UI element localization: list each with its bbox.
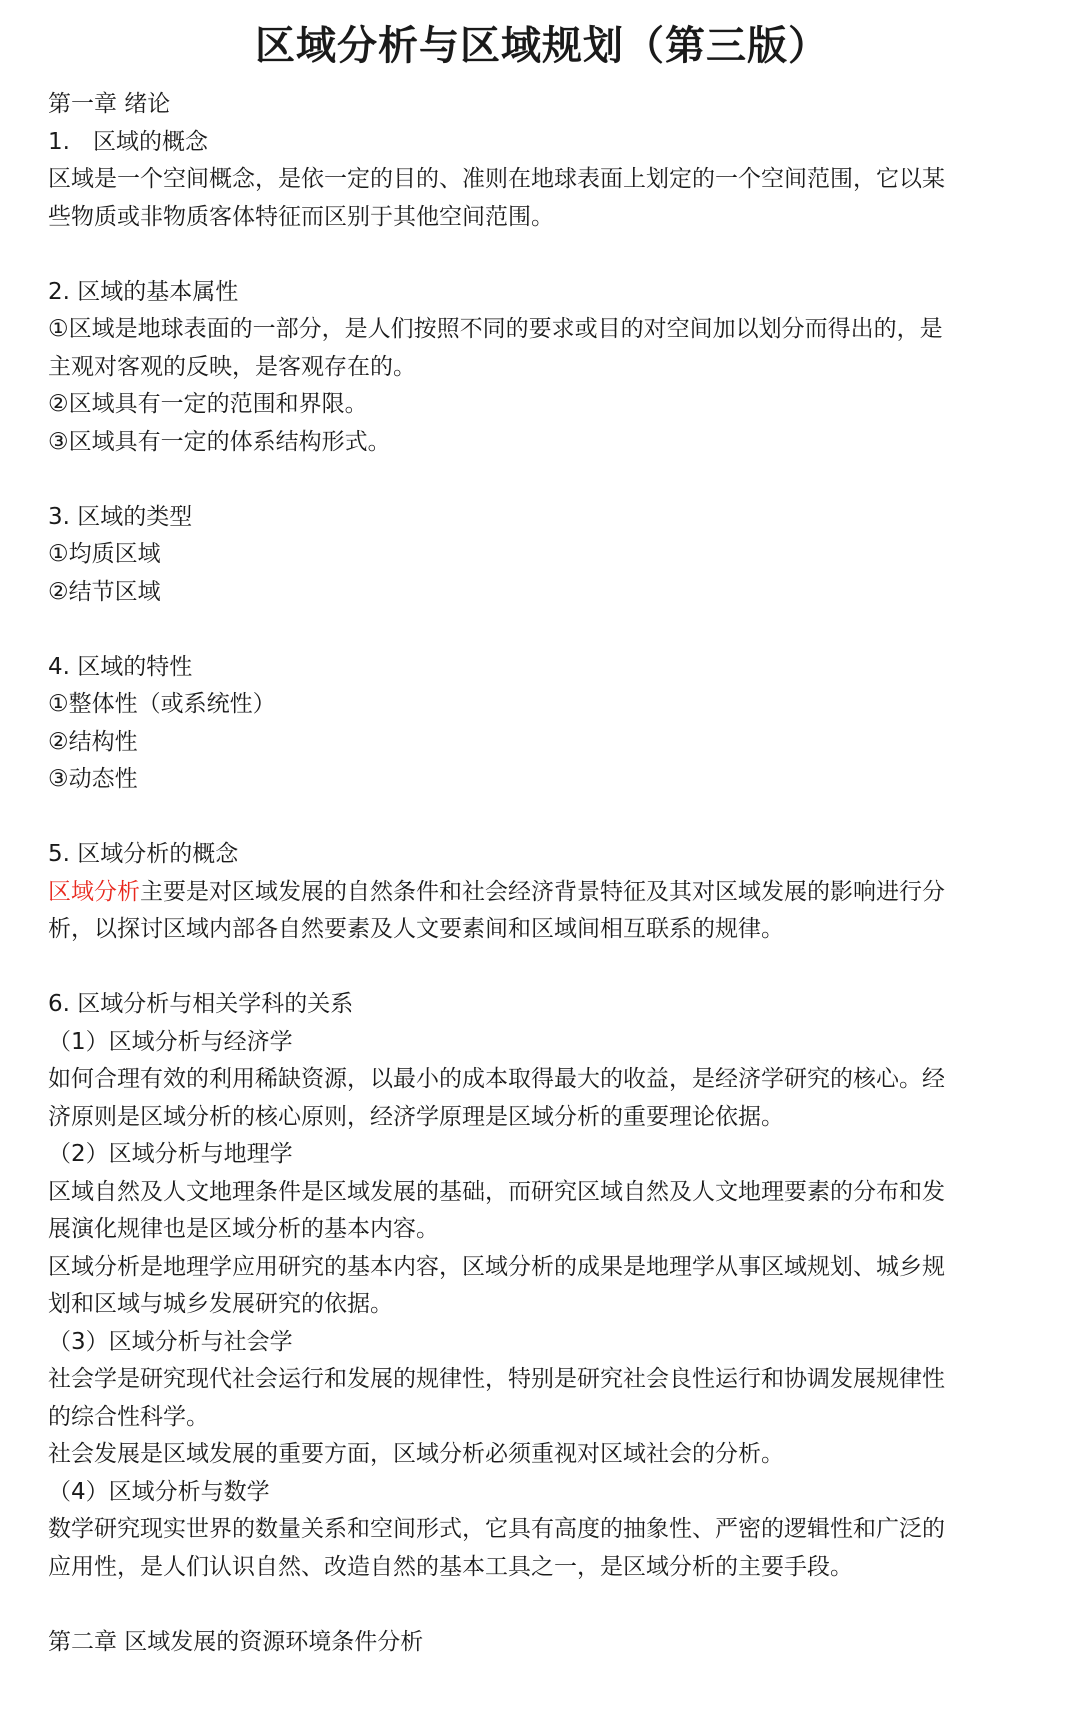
text-line: （1）区域分析与经济学 — [48, 1028, 293, 1055]
text-line: 区域自然及人文地理条件是区域发展的基础，而研究区域自然及人文地理要素的分布和发 — [48, 1178, 945, 1205]
text-line: 第二章 区域发展的资源环境条件分析 — [48, 1628, 424, 1655]
text-line: 区域分析是地理学应用研究的基本内容，区域分析的成果是地理学从事区域规划、城乡规 — [48, 1253, 945, 1280]
paragraph-gap — [48, 611, 1036, 649]
text-line: 2. 区域的基本属性 — [48, 278, 239, 305]
text-line: 如何合理有效的利用稀缺资源，以最小的成本取得最大的收益，是经济学研究的核心。经 — [48, 1066, 945, 1092]
text-line: 区域是一个空间概念，是依一定的目的、准则在地球表面上划定的一个空间范围，它以某 — [48, 166, 945, 192]
text-line: ②结构性 — [48, 728, 138, 755]
paragraph-gap — [48, 461, 1036, 499]
text-line: （2）区域分析与地理学 — [48, 1141, 293, 1167]
text-line: 应用性，是人们认识自然、改造自然的基本工具之一，是区域分析的主要手段。 — [48, 1553, 853, 1580]
paragraph-gap — [48, 236, 1036, 274]
text-line: ①区域是地球表面的一部分，是人们按照不同的要求或目的对空间加以划分而得出的，是 — [48, 316, 943, 342]
text-line: ②结节区域 — [48, 578, 161, 605]
document-title: 区域分析与区域规划（第三版） — [255, 23, 829, 69]
highlighted-definition-line — [48, 874, 1036, 912]
definition-text: 主要是对区域发展的自然条件和社会经济背景特征及其对区域发展的影响进行分 — [140, 878, 945, 905]
text-line: ①整体性（或系统性） — [48, 691, 276, 717]
text-line: 第一章 绪论 — [48, 91, 171, 117]
text-line: 展演化规律也是区域分析的基本内容。 — [48, 1216, 439, 1242]
text-line: 社会发展是区域发展的重要方面，区域分析必须重视对区域社会的分析。 — [48, 1441, 784, 1467]
text-line: 1. 区域的概念 — [48, 128, 208, 155]
text-line: 济原则是区域分析的核心原则，经济学原理是区域分析的重要理论依据。 — [48, 1103, 784, 1130]
text-line: 数学研究现实世界的数量关系和空间形式，它具有高度的抽象性、严密的逻辑性和广泛的 — [48, 1516, 945, 1542]
text-line: 划和区域与城乡发展研究的依据。 — [48, 1291, 393, 1317]
text-line: 4. 区域的特性 — [48, 653, 193, 680]
highlighted-term: 区域分析 — [48, 878, 140, 905]
text-line: ②区域具有一定的范围和界限。 — [48, 391, 368, 417]
text-line: 3. 区域的类型 — [48, 503, 193, 530]
text-line: ①均质区域 — [48, 541, 161, 567]
text-line: 社会学是研究现代社会运行和发展的规律性，特别是研究社会良性运行和协调发展规律性 — [48, 1366, 945, 1392]
text-line: 主观对客观的反映，是客观存在的。 — [48, 353, 416, 380]
document-body — [48, 86, 1036, 1661]
text-line: 6. 区域分析与相关学科的关系 — [48, 991, 354, 1017]
text-line: 5. 区域分析的概念 — [48, 841, 239, 867]
text-line: 的综合性科学。 — [48, 1403, 209, 1430]
text-line: ③区域具有一定的体系结构形式。 — [48, 428, 391, 455]
text-line: （3）区域分析与社会学 — [48, 1328, 293, 1355]
paragraph-gap — [48, 799, 1036, 837]
paragraph-gap — [48, 1586, 1036, 1624]
text-line: 析，以探讨区域内部各自然要素及人文要素间和区域间相互联系的规律。 — [48, 916, 784, 942]
paragraph-gap — [48, 949, 1036, 987]
text-line: （4）区域分析与数学 — [48, 1478, 270, 1505]
text-line: 些物质或非物质客体特征而区别于其他空间范围。 — [48, 203, 554, 230]
text-line: ③动态性 — [48, 766, 138, 792]
